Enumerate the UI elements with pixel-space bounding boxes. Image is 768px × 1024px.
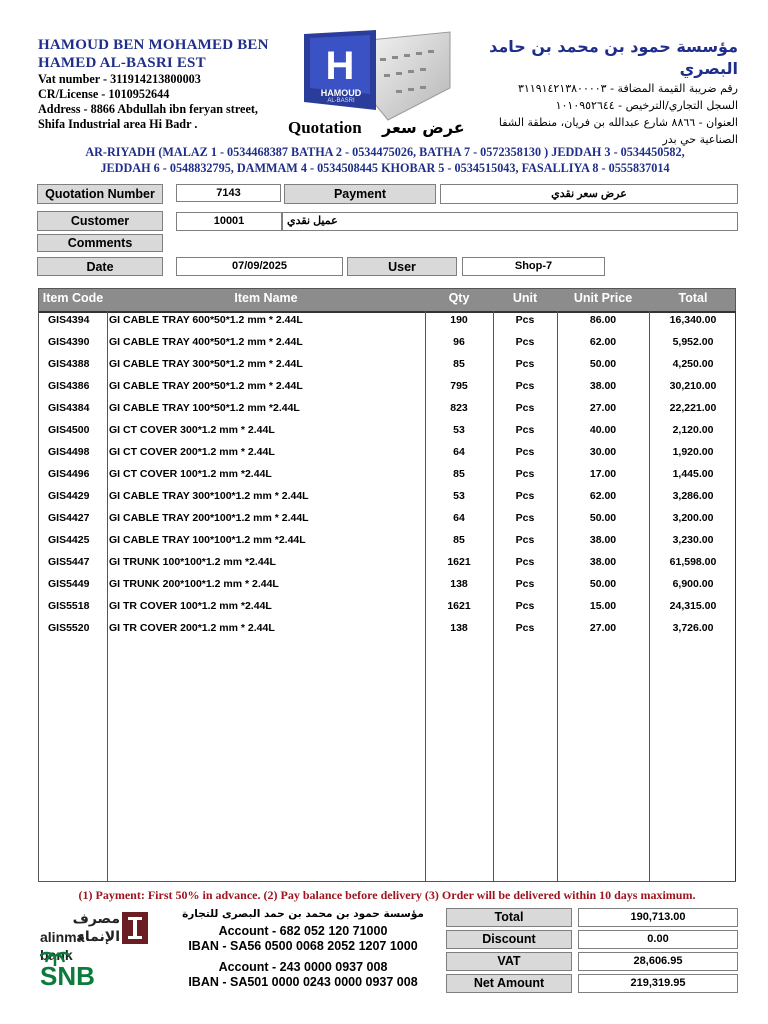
alinma-iban: IBAN - SA56 0500 0068 2052 1207 1000	[188, 939, 418, 953]
snb-logo	[40, 950, 130, 990]
item-code-cell: GIS5447	[48, 556, 90, 568]
table-header	[39, 289, 735, 311]
total-cell: 3,230.00	[672, 534, 714, 546]
total-cell: 4,250.00	[672, 358, 714, 370]
net-amount-value: 219,319.95	[578, 974, 738, 993]
snb-account: Account - 243 0000 0937 008	[218, 960, 388, 974]
unit-price-cell: 62.00	[589, 336, 617, 348]
unit-price-cell: 86.00	[589, 314, 617, 326]
table-row	[39, 377, 735, 399]
unit-cell: Pcs	[515, 468, 535, 480]
table-row	[39, 399, 735, 421]
table-row	[39, 465, 735, 487]
item-name-cell: GI TR COVER 200*1.2 mm * 2.44L	[109, 622, 275, 634]
company-name-line1: HAMOUD BEN MOHAMED BEN	[38, 37, 269, 53]
qty-cell: 96	[453, 336, 465, 348]
discount-value: 0.00	[578, 930, 738, 949]
company-info-ar	[438, 36, 738, 148]
total-cell: 2,120.00	[672, 424, 714, 436]
unit-price-cell: 50.00	[589, 358, 617, 370]
cr-license: CR/License - 1010952644	[38, 87, 170, 101]
total-label: Total	[446, 908, 572, 927]
qty-cell: 64	[453, 446, 465, 458]
quotation-number-label: Quotation Number	[37, 184, 163, 204]
table-row	[39, 487, 735, 509]
qty-cell: 138	[450, 622, 468, 634]
unit-cell: Pcs	[515, 622, 535, 634]
unit-cell: Pcs	[515, 512, 535, 524]
unit-cell: Pcs	[515, 490, 535, 502]
table-row	[39, 311, 735, 333]
table-row	[39, 421, 735, 443]
cr-license-ar: السجل التجاري/الترخيص - ١٠١٠٩٥٢٦٤٤	[555, 99, 738, 112]
header-item-name: Item Name	[234, 291, 298, 305]
comments-label: Comments	[37, 234, 163, 252]
alinma-bank-logo	[40, 910, 150, 963]
table-row	[39, 575, 735, 597]
qty-cell: 823	[450, 402, 468, 414]
qty-cell: 795	[450, 380, 468, 392]
item-name-cell: GI CT COVER 100*1.2 mm *2.44L	[109, 468, 272, 480]
item-name-cell: GI TRUNK 100*100*1.2 mm *2.44L	[109, 556, 276, 568]
item-name-cell: GI CABLE TRAY 100*50*1.2 mm *2.44L	[109, 402, 300, 414]
discount-label: Discount	[446, 930, 572, 949]
logo-text: HAMOUD	[320, 88, 362, 98]
unit-price-cell: 30.00	[589, 446, 617, 458]
header-item-code: Item Code	[42, 291, 104, 305]
company-info-en	[38, 36, 288, 132]
unit-cell: Pcs	[515, 358, 535, 370]
qty-cell: 53	[453, 490, 465, 502]
total-cell: 24,315.00	[669, 600, 717, 612]
total-cell: 61,598.00	[669, 556, 717, 568]
unit-price-cell: 38.00	[589, 534, 617, 546]
unit-cell: Pcs	[515, 314, 535, 326]
document-title-ar: عرض سعر	[382, 118, 465, 137]
item-code-cell: GIS4394	[48, 314, 90, 326]
total-cell: 1,920.00	[672, 446, 714, 458]
item-code-cell: GIS4427	[48, 512, 90, 524]
item-name-cell: GI CT COVER 200*1.2 mm * 2.44L	[109, 446, 275, 458]
item-name-cell: GI CABLE TRAY 100*100*1.2 mm *2.44L	[109, 534, 306, 546]
qty-cell: 1621	[447, 600, 471, 612]
unit-price-cell: 50.00	[589, 578, 617, 590]
address-line1: Address - 8866 Abdullah ibn feryan street,	[38, 102, 258, 116]
unit-cell: Pcs	[515, 336, 535, 348]
qty-cell: 85	[453, 468, 465, 480]
unit-price-cell: 40.00	[589, 424, 617, 436]
customer-label: Customer	[37, 211, 163, 231]
item-name-cell: GI CT COVER 300*1.2 mm * 2.44L	[109, 424, 275, 436]
qty-cell: 53	[453, 424, 465, 436]
vat-number: Vat number - 311914213800003	[38, 72, 201, 86]
table-row	[39, 553, 735, 575]
alinma-name-ar: مصرف الإنماء	[72, 911, 120, 945]
item-name-cell: GI CABLE TRAY 200*50*1.2 mm * 2.44L	[109, 380, 303, 392]
date-label: Date	[37, 257, 163, 276]
items-table	[38, 288, 736, 882]
vat-label: VAT	[446, 952, 572, 971]
date-value: 07/09/2025	[176, 257, 343, 276]
qty-cell: 190	[450, 314, 468, 326]
payment-value: عرض سعر نقدي	[440, 184, 738, 204]
unit-price-cell: 50.00	[589, 512, 617, 524]
total-cell: 3,200.00	[672, 512, 714, 524]
item-name-cell: GI TR COVER 100*1.2 mm *2.44L	[109, 600, 272, 612]
unit-price-cell: 38.00	[589, 380, 617, 392]
item-name-cell: GI TRUNK 200*100*1.2 mm * 2.44L	[109, 578, 279, 590]
unit-cell: Pcs	[515, 556, 535, 568]
company-logo	[300, 28, 452, 124]
unit-cell: Pcs	[515, 534, 535, 546]
account-holder-ar: مؤسسة حمود بن محمد بن حمد البصرى للتجارة	[182, 908, 424, 920]
table-row	[39, 333, 735, 355]
item-code-cell: GIS4498	[48, 446, 90, 458]
header-unit-price: Unit Price	[573, 291, 633, 305]
qty-cell: 85	[453, 358, 465, 370]
net-amount-label: Net Amount	[446, 974, 572, 993]
unit-price-cell: 27.00	[589, 622, 617, 634]
item-code-cell: GIS5449	[48, 578, 90, 590]
total-cell: 30,210.00	[669, 380, 717, 392]
unit-price-cell: 17.00	[589, 468, 617, 480]
qty-cell: 1621	[447, 556, 471, 568]
address-ar-line1: العنوان - ٨٨٦٦ شارع عبدالله بن فريان، منطقة الشفا	[498, 116, 738, 129]
total-cell: 22,221.00	[669, 402, 717, 414]
total-cell: 5,952.00	[672, 336, 714, 348]
header-qty: Qty	[448, 291, 470, 305]
payment-label: Payment	[284, 184, 436, 204]
branches-line2: JEDDAH 6 - 0548832795, DAMMAM 4 - 0534508445 KHOBAR 5 - 0534515043, FASALLIYA 8 - 0555837014	[100, 161, 670, 175]
snb-text: SNB	[40, 961, 95, 991]
unit-price-cell: 62.00	[589, 490, 617, 502]
item-code-cell: GIS4425	[48, 534, 90, 546]
item-code-cell: GIS4386	[48, 380, 90, 392]
branches-line1: AR-RIYADH (MALAZ 1 - 0534468387 BATHA 2 - 0534475026, BATHA 7 - 0572358130 ) JEDDAH 3 - 0534450582,	[85, 145, 685, 159]
item-name-cell: GI CABLE TRAY 300*50*1.2 mm * 2.44L	[109, 358, 303, 370]
table-row	[39, 619, 735, 641]
vat-value: 28,606.95	[578, 952, 738, 971]
total-value: 190,713.00	[578, 908, 738, 927]
user-value: Shop-7	[462, 257, 605, 276]
qty-cell: 64	[453, 512, 465, 524]
qty-cell: 138	[450, 578, 468, 590]
unit-cell: Pcs	[515, 424, 535, 436]
alinma-name-en: alinma bank	[40, 929, 85, 963]
alinma-account: Account - 682 052 120 71000	[218, 924, 388, 938]
item-name-cell: GI CABLE TRAY 200*100*1.2 mm * 2.44L	[109, 512, 309, 524]
item-code-cell: GIS5520	[48, 622, 90, 634]
logo-subtext: AL-BASRI	[327, 98, 355, 104]
branches-info	[40, 144, 730, 176]
alinma-mark-icon	[122, 912, 148, 944]
logo-letter: H	[325, 44, 355, 88]
table-row	[39, 531, 735, 553]
total-cell: 6,900.00	[672, 578, 714, 590]
header-total: Total	[678, 291, 708, 305]
table-row	[39, 597, 735, 619]
qty-cell: 85	[453, 534, 465, 546]
unit-cell: Pcs	[515, 380, 535, 392]
user-label: User	[347, 257, 457, 276]
item-code-cell: GIS4429	[48, 490, 90, 502]
customer-code: 10001	[176, 212, 282, 231]
document-title: Quotation	[288, 118, 362, 137]
payment-terms-note: (1) Payment: First 50% in advance. (2) Pay balance before delivery (3) Order will be delivered within 10 days maximum.	[78, 888, 696, 902]
unit-cell: Pcs	[515, 600, 535, 612]
unit-price-cell: 27.00	[589, 402, 617, 414]
unit-price-cell: 15.00	[589, 600, 617, 612]
item-name-cell: GI CABLE TRAY 400*50*1.2 mm * 2.44L	[109, 336, 303, 348]
item-code-cell: GIS4384	[48, 402, 90, 414]
total-cell: 16,340.00	[669, 314, 717, 326]
quotation-number-value: 7143	[176, 184, 281, 202]
snb-iban: IBAN - SA501 0000 0243 0000 0937 008	[188, 975, 418, 989]
header-unit: Unit	[512, 291, 538, 305]
item-name-cell: GI CABLE TRAY 300*100*1.2 mm * 2.44L	[109, 490, 309, 502]
table-row	[39, 443, 735, 465]
vat-number-ar: رقم ضريبة القيمة المضافة - ٣١١٩١٤٢١٣٨٠٠٠٠٣	[517, 82, 738, 95]
item-code-cell: GIS4390	[48, 336, 90, 348]
table-row	[39, 355, 735, 377]
unit-cell: Pcs	[515, 578, 535, 590]
customer-name: عميل نقدي	[282, 212, 738, 231]
item-code-cell: GIS4388	[48, 358, 90, 370]
column-divider	[735, 311, 736, 881]
unit-price-cell: 38.00	[589, 556, 617, 568]
item-code-cell: GIS4496	[48, 468, 90, 480]
address-ar-line2: الصناعية حي بدر	[662, 133, 738, 146]
unit-cell: Pcs	[515, 402, 535, 414]
company-name-line2: HAMED AL-BASRI EST	[38, 55, 206, 71]
company-name-ar: مؤسسة حمود بن محمد بن حامد البصري	[489, 37, 738, 78]
total-cell: 3,726.00	[672, 622, 714, 634]
item-code-cell: GIS4500	[48, 424, 90, 436]
item-name-cell: GI CABLE TRAY 600*50*1.2 mm * 2.44L	[109, 314, 303, 326]
table-row	[39, 509, 735, 531]
total-cell: 1,445.00	[672, 468, 714, 480]
total-cell: 3,286.00	[672, 490, 714, 502]
unit-cell: Pcs	[515, 446, 535, 458]
address-line2: Shifa Industrial area Hi Badr .	[38, 117, 198, 131]
item-code-cell: GIS5518	[48, 600, 90, 612]
